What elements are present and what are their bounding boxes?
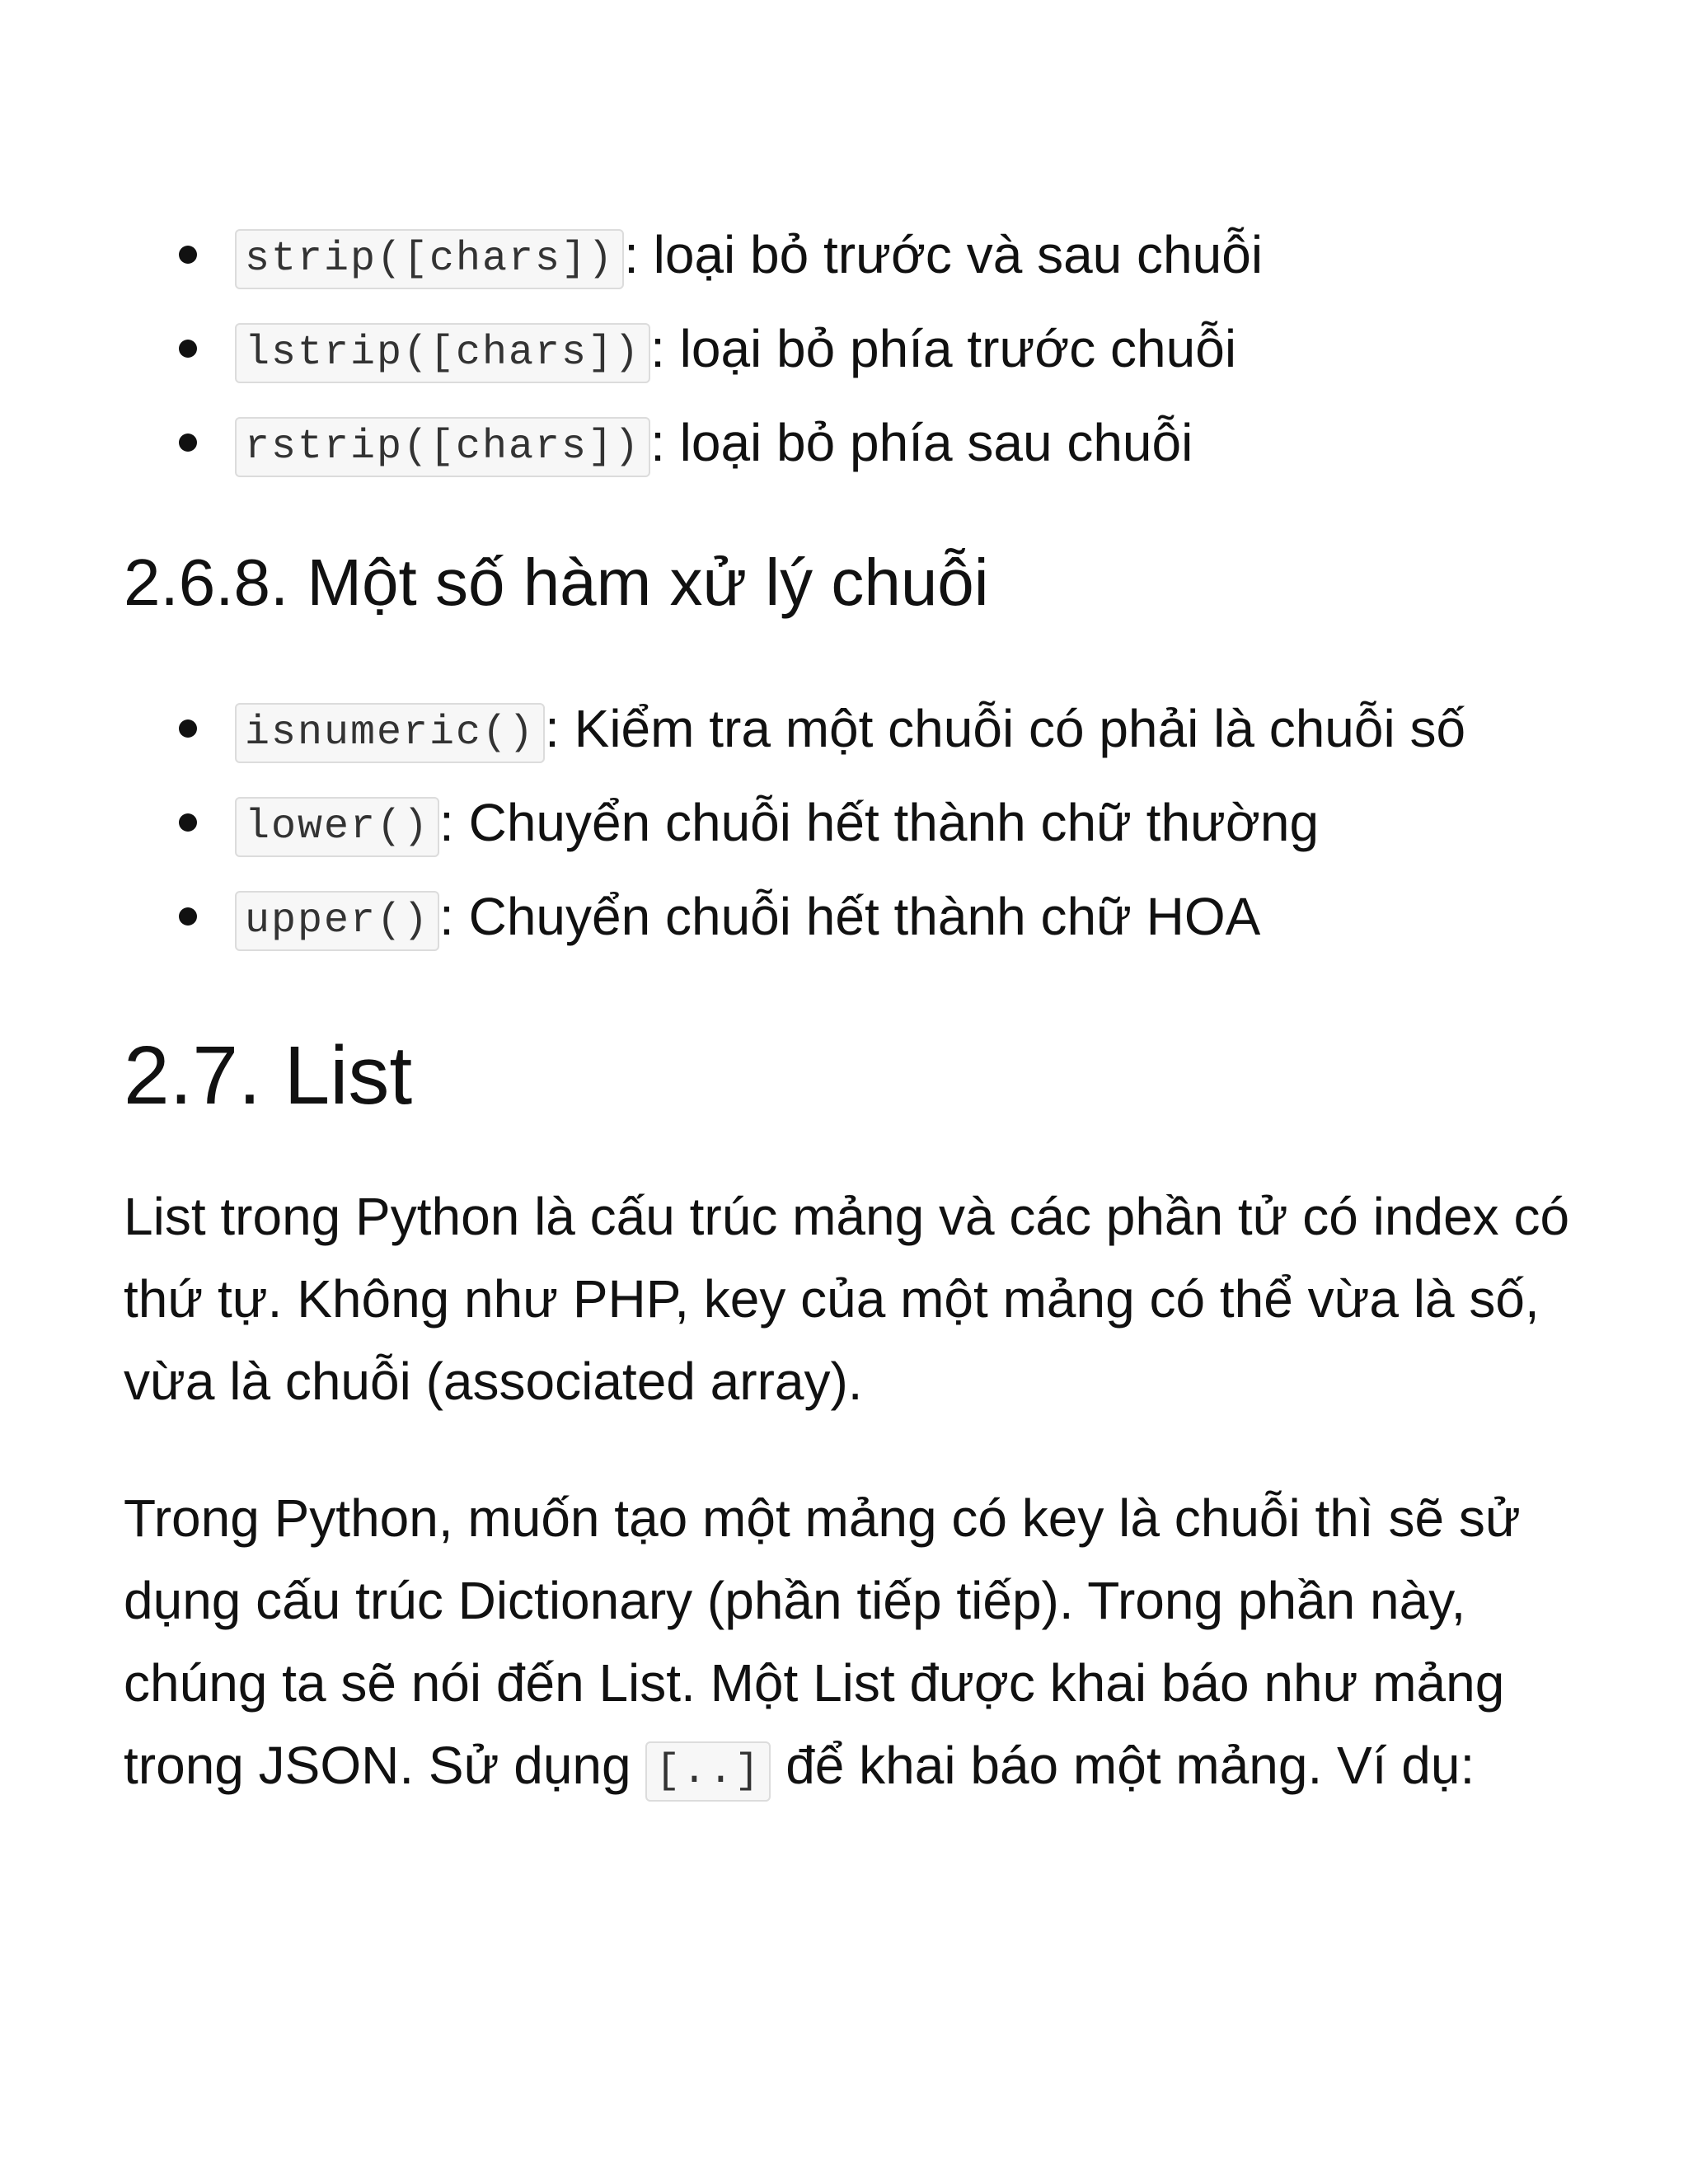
list-item [124,302,1607,396]
strip-methods-list [124,208,1607,490]
bullet-icon [179,719,197,738]
list-intro-paragraph: List trong Python là cấu trúc mảng và các phần tử có index có thứ tự. Không như PHP, key của một mảng có thể vừa là số, vừa là chuỗi (associated array). [124,1187,1570,1411]
inline-code: strip([chars]) [235,229,624,289]
bullet-icon [179,907,197,926]
item-description: : loại bỏ trước và sau chuỗi [624,225,1264,284]
list-item [124,869,1607,963]
inline-code: rstrip([chars]) [235,417,650,477]
inline-code: isnumeric() [235,703,545,763]
item-description: : loại bỏ phía trước chuỗi [650,319,1237,378]
section-heading-2-6-8: 2.6.8. Một số hàm xử lý chuỗi [124,546,989,619]
item-description: : loại bỏ phía sau chuỗi [650,413,1193,472]
bullet-icon [179,340,197,358]
bullet-icon [179,434,197,452]
inline-code: lower() [235,797,439,857]
list-item [124,208,1607,302]
list-item [124,682,1607,776]
list-item [124,776,1607,869]
item-description: : Chuyển chuỗi hết thành chữ HOA [439,887,1261,946]
list-item [124,396,1607,490]
bullet-icon [179,246,197,264]
bullet-icon [179,813,197,832]
inline-code: lstrip([chars]) [235,323,650,383]
inline-code: upper() [235,891,439,951]
paragraph-text: để khai báo một mảng. Ví dụ: [771,1736,1475,1795]
paragraph-text: Trong Python, muốn tạo một mảng có key là chuỗi thì sẽ sử dụng cấu trúc Dictionary (phần tiếp tiếp). Trong phần này, chúng ta sẽ nói đến List. Một List được khai báo như mảng trong JSON. Sử dụng [124,1488,1521,1795]
item-description: : Kiểm tra một chuỗi có phải là chuỗi số [545,699,1466,758]
inline-code: [..] [645,1741,771,1802]
section-heading-2-7: 2.7. List [124,1029,413,1122]
string-functions-list [124,682,1607,963]
item-description: : Chuyển chuỗi hết thành chữ thường [439,793,1320,852]
list-declaration-paragraph [124,1477,1574,1813]
